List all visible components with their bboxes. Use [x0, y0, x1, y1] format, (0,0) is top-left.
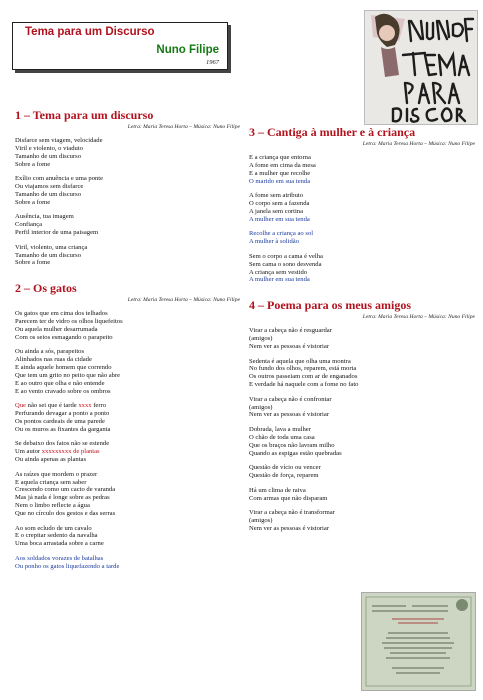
- lyric-line: Questão de vício ou vencer: [249, 464, 321, 472]
- stanza: [15, 402, 240, 433]
- lyric-line: Os gatos que em cima dos telhados: [15, 310, 108, 318]
- lyric-line: Exílio com anuência e uma ponte: [15, 175, 104, 183]
- lyric-line: Ou ponho os gatos liquefazendo a tarde: [15, 562, 120, 570]
- song-1: [15, 108, 240, 267]
- stanza: [15, 310, 240, 341]
- stanza: [15, 175, 240, 206]
- lyric-line: Sobre a fome: [15, 160, 51, 168]
- lyric-line: Ou viajamos sem disfarce: [15, 183, 84, 191]
- lyric-line: E verdade há naquele com a fome no fato: [249, 381, 359, 389]
- album-cover-image: [364, 10, 478, 125]
- lyric-line: E a mulher que recolhe: [249, 169, 311, 177]
- lyric-line: A mulher em sua tenda: [249, 276, 310, 284]
- lyric-line: Virar a cabeça não é confrontar: [249, 395, 332, 403]
- stanza: [15, 555, 240, 571]
- song-title: 1 – Tema para um discurso: [15, 108, 154, 122]
- lyric-line: (amigos): [249, 403, 273, 411]
- stanza: [249, 396, 475, 420]
- lyric-line: O marido em sua tenda: [249, 177, 311, 185]
- lyric-line: Com os seios esmagando o parapeito: [15, 333, 113, 341]
- lyric-line: Os outros passeiam com ar de enganados: [249, 373, 358, 381]
- lyric-segment: xxxxxxxxx de plantas: [41, 448, 100, 456]
- lyric-line: Nem o limbo reflecte a água: [15, 502, 90, 510]
- song-title: 3 – Cantiga à mulher e à criança: [249, 125, 416, 139]
- lyric-line: Perfurando devagar a ponto a ponto: [15, 410, 110, 418]
- lyric-line: Perfil interior de uma paisagem: [15, 229, 99, 237]
- lyric-line: Viril e violento, o viaduto: [15, 144, 83, 152]
- lyric-line: Viril, violento, uma criança: [15, 243, 88, 251]
- lyric-line: Dobrada, lava a mulher: [249, 426, 311, 434]
- stanza: [249, 426, 475, 457]
- album-cover-artwork: [365, 11, 477, 124]
- lyric-line: Alinhados nas ruas da cidade: [15, 356, 92, 364]
- lyric-line: A criança sem vestido: [249, 268, 308, 276]
- record-back-cover-image: [361, 592, 476, 691]
- stanza: [15, 137, 240, 168]
- lyric-line: As raízes que mordem o prazer: [15, 470, 98, 478]
- song-credit: Letra: Maria Teresa Horta – Música: Nuno Filipe: [362, 314, 475, 321]
- lyric-line: Nem ver as pessoas é vistoriar: [249, 411, 330, 419]
- lyric-line: A mulher em sua tenda: [249, 215, 310, 223]
- lyric-line: A fome em cima da mesa: [249, 161, 316, 169]
- lyric-line: Recolhe a criança ao sol: [249, 230, 314, 238]
- lyric-line: No fundo dos olhos, reparem, está morta: [249, 365, 357, 373]
- record-back-artwork: [362, 593, 475, 690]
- lyric-segment: Que: [15, 402, 26, 410]
- lyric-line: Virar a cabeça não é transformar: [249, 509, 335, 517]
- lyric-line: Ausência, tua imagem: [15, 213, 74, 221]
- lyric-segment: xxxx: [78, 402, 92, 410]
- song-credit: Letra: Maria Teresa Horta – Música: Nuno Filipe: [127, 297, 240, 304]
- stanza: [15, 471, 240, 518]
- stanza: [15, 525, 240, 549]
- stanza: [249, 464, 475, 480]
- lyric-line: Nem ver as pessoas é vistoriar: [249, 524, 330, 532]
- artist-name: Nuno Filipe: [156, 44, 219, 56]
- lyric-line: Disfarce sem viagem, velocidade: [15, 137, 103, 144]
- lyric-line: Mas já nada é longe sobre as pedras: [15, 494, 110, 502]
- lyric-line: Tamanho de um discurso: [15, 190, 82, 198]
- stanza: [15, 244, 240, 268]
- lyric-line: Sedenta é aquela que olha uma montra: [249, 357, 351, 365]
- lyric-line: Ou os muros as fixantes da garganta: [15, 425, 111, 433]
- lyric-line: Se debaixo dos fatos não se estende: [15, 440, 110, 448]
- lyric-line: E ao vento cravado sobre os ombros: [15, 387, 111, 395]
- lyric-line: Quando as espigas estão quebradas: [249, 449, 342, 457]
- lyric-segment: não sei que é tarde: [26, 402, 79, 410]
- stanza: [249, 253, 475, 284]
- lyric-line: O corpo sem a fazenda: [249, 200, 310, 208]
- lyric-line: Parecem ter de vidro os olhos liquefeitos: [15, 318, 123, 326]
- lyric-line: [15, 448, 240, 456]
- stanza: [249, 509, 475, 533]
- lyric-line: Que no círculo dos gestos e das serras: [15, 509, 116, 517]
- lyric-line: Sobre a fome: [15, 198, 51, 206]
- song-title: 4 – Poema para os meus amigos: [249, 298, 411, 313]
- stanza: [15, 213, 240, 237]
- lyric-line: E ainda aquele homem que correndo: [15, 364, 112, 372]
- lyric-line: Ou ainda a sós, parapeitos: [15, 348, 85, 356]
- lyric-line: E aquela criança sem saber: [15, 478, 87, 486]
- lyric-line: A janela sem cortina: [249, 207, 304, 215]
- song-credit: Letra: Maria Teresa Horta – Música: Nuno Filipe: [127, 124, 240, 130]
- right-column: [249, 125, 475, 547]
- lyric-line: Aos soldados vorazes de batalhas: [15, 554, 104, 562]
- lyric-line: Virar a cabeça não é resguardar: [249, 327, 332, 335]
- album-title: Tema para um Discurso: [25, 26, 155, 38]
- song-2: [15, 281, 240, 570]
- lyric-line: Tamanho de um discurso: [15, 152, 82, 160]
- lyric-line: [15, 402, 240, 410]
- album-header-box: [12, 22, 228, 70]
- left-column: [15, 108, 240, 585]
- stanza: [249, 230, 475, 246]
- song-4: [249, 298, 475, 533]
- lyric-line: E o crepitar sedento da navalha: [15, 532, 98, 540]
- lyric-line: Sem cama o sono desvenda: [249, 260, 322, 268]
- lyric-line: E a criança que entorna: [249, 154, 311, 161]
- lyric-line: O chão de toda uma casa: [249, 433, 315, 441]
- stanza: [249, 327, 475, 351]
- lyric-line: Uma boca arrastada sobre a carne: [15, 540, 104, 548]
- lyric-line: A mulher à solidão: [249, 238, 299, 246]
- stanza: [15, 440, 240, 464]
- lyric-line: Que os braços não lavram milho: [249, 441, 335, 449]
- stanza: [249, 487, 475, 503]
- lyric-line: Nem ver as pessoas é vistoriar: [249, 342, 330, 350]
- lyric-line: A fome sem atributo: [249, 192, 304, 200]
- lyric-line: Ao som ecludo de um cavalo: [15, 524, 92, 532]
- lyric-line: (amigos): [249, 517, 273, 525]
- lyric-line: Confiança: [15, 221, 43, 229]
- lyric-line: Sem o corpo a cama é velha: [249, 252, 323, 260]
- lyric-line: Ou aquela mulher desarrumada: [15, 325, 98, 333]
- lyric-line: Há um clima de raiva: [249, 486, 306, 494]
- lyric-line: Crescendo como um cacto de varanda: [15, 486, 116, 494]
- lyric-segment: Um autor: [15, 448, 42, 456]
- lyric-line: (amigos): [249, 335, 273, 343]
- lyric-line: Ou ainda apenas as plantas: [15, 456, 87, 464]
- lyric-line: Tamanho de um discurso: [15, 251, 82, 259]
- lyric-line: Questão de força, reparem: [249, 472, 319, 480]
- song-3: [249, 125, 475, 284]
- lyric-line: Que tem um grito no peito que não abre: [15, 371, 121, 379]
- stanza: [249, 358, 475, 389]
- stanza: [249, 154, 475, 185]
- release-year: 1967: [206, 59, 219, 66]
- stanza: [249, 192, 475, 223]
- lyric-line: Sobre a fome: [15, 259, 51, 267]
- lyric-line: Os pontos cardeais de uma parede: [15, 417, 105, 425]
- lyric-line: E ao outro que olha e não entende: [15, 379, 105, 387]
- lyric-line: Com armas que não disparam: [249, 494, 328, 502]
- stanza: [15, 348, 240, 395]
- song-credit: Letra: Maria Teresa Horta – Música: Nuno Filipe: [362, 141, 475, 147]
- song-title: 2 – Os gatos: [15, 281, 77, 296]
- lyric-segment: ferro: [91, 402, 107, 410]
